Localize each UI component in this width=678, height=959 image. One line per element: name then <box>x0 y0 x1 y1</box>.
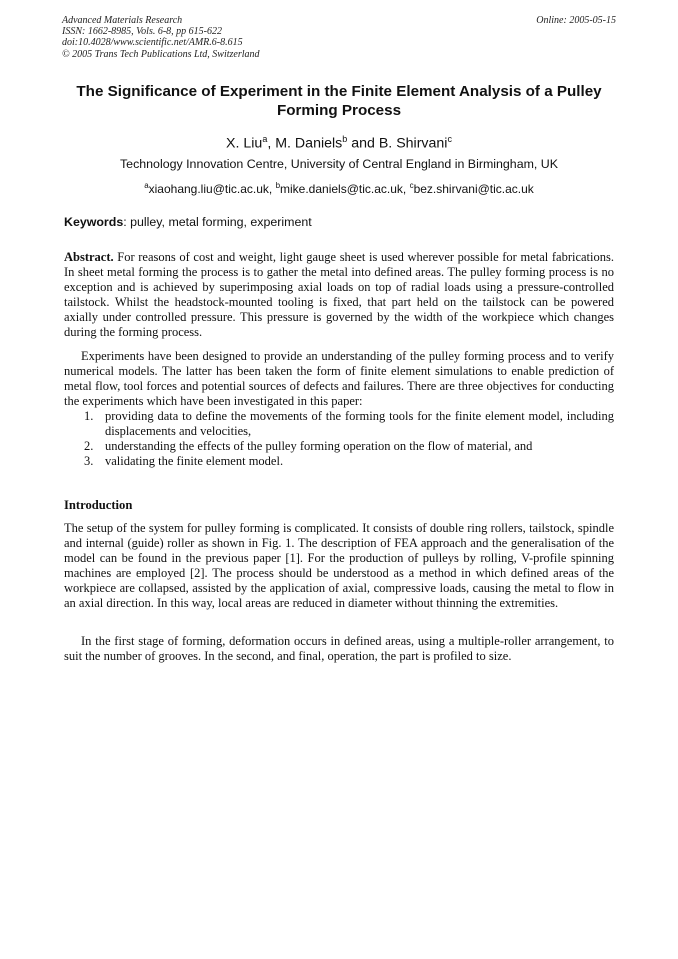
journal-name: Advanced Materials Research <box>62 15 183 26</box>
list-text: providing data to define the movements of the forming tools for the finite element model, including displacements and velocities, <box>105 409 614 439</box>
list-text: understanding the effects of the pulley forming operation on the flow of material, and <box>105 439 533 454</box>
keywords-text: : pulley, metal forming, experiment <box>123 215 312 229</box>
objectives-list <box>64 409 614 469</box>
email-mark: b <box>275 181 281 190</box>
list-item <box>64 439 614 454</box>
author-name: B. Shirvani <box>378 135 448 152</box>
copyright-line: © 2005 Trans Tech Publications Ltd, Switzerland <box>62 48 260 60</box>
email-mark: c <box>409 181 414 190</box>
list-item <box>64 409 614 439</box>
email-address: mike.daniels@tic.ac.uk, <box>280 182 410 196</box>
list-number: 3. <box>84 454 94 469</box>
author-affil-mark: b <box>342 134 348 144</box>
paper-title: The Significance of Experiment in the Finite Element Analysis of a Pulley Forming Process <box>76 83 602 119</box>
introduction-paragraph-2: In the first stage of forming, deformation occurs in defined areas, using a multiple-roller arrangement, to suit the number of grooves. In the second, and final, operation, the part is profiled to size. <box>64 634 614 664</box>
affiliation: Technology Innovation Centre, University of Central England in Birmingham, UK <box>119 157 559 171</box>
list-number: 2. <box>84 439 94 454</box>
author-affil-mark: c <box>447 134 452 144</box>
abstract-text: For reasons of cost and weight, light gauge sheet is used wherever possible for metal fabrications. In sheet metal forming the process is to gather the metal into defined areas. The pulley forming process is no exception and is achieved by superimposing axial loads on top of radial loads using a pressure-controlled tailstock. Whilst the headstock-mounted tooling is fixed, that part held on the tailstock can be powered axially under controlled pressure. This pressure is governed by the width of the workpiece which changes during the forming process. <box>64 250 614 340</box>
abstract-paragraph <box>64 250 614 341</box>
journal-header <box>62 15 616 60</box>
section-heading-introduction: Introduction <box>64 498 133 512</box>
author-list <box>62 130 616 153</box>
experiments-paragraph: Experiments have been designed to provide an understanding of the pulley forming process and to verify numerical models. The latter has been taken the form of finite element simulations to enable prediction of metal flow, tool forces and potential sources of defects and failures. There are three objectives for conducting the experiments which have been investigated in this paper: <box>64 349 614 409</box>
list-text: validating the finite element model. <box>105 454 284 469</box>
abstract-label: Abstract. <box>64 250 114 264</box>
issn-line: ISSN: 1662-8985, Vols. 6-8, pp 615-622 <box>62 26 222 38</box>
author-name: M. Daniels <box>275 135 343 152</box>
email-address: bez.shirvani@tic.ac.uk <box>413 182 534 196</box>
author-emails <box>62 178 616 197</box>
list-item <box>64 454 614 469</box>
introduction-paragraph-1: The setup of the system for pulley forming is complicated. It consists of double ring rollers, tailstock, spindle and internal (guide) roller as shown in Fig. 1. The description of FEA approach and the generalisation of the model can be found in the previous paper [1]. For the production of pulleys by rolling, V-profile spinning machines are employed [2]. The process should be understood as a method in which defined areas of the workpiece are collapsed, assisted by the application of axial, compressive loads, causing the metal to flow in an axial direction. In this way, local areas are reduced in diameter without thinning the extremities. <box>64 521 614 611</box>
list-number: 1. <box>84 409 94 423</box>
email-mark: a <box>144 181 149 190</box>
author-affil-mark: a <box>262 134 268 144</box>
doi-line: doi:10.4028/www.scientific.net/AMR.6-8.615 <box>62 37 243 49</box>
keywords-label: Keywords <box>64 215 124 229</box>
email-address: xiaohang.liu@tic.ac.uk, <box>148 182 276 196</box>
author-separator: and <box>347 135 379 152</box>
keywords-line <box>64 214 618 230</box>
online-date: Online: 2005-05-15 <box>536 15 616 26</box>
author-name: X. Liu <box>226 135 263 152</box>
author-separator: , <box>267 135 276 152</box>
